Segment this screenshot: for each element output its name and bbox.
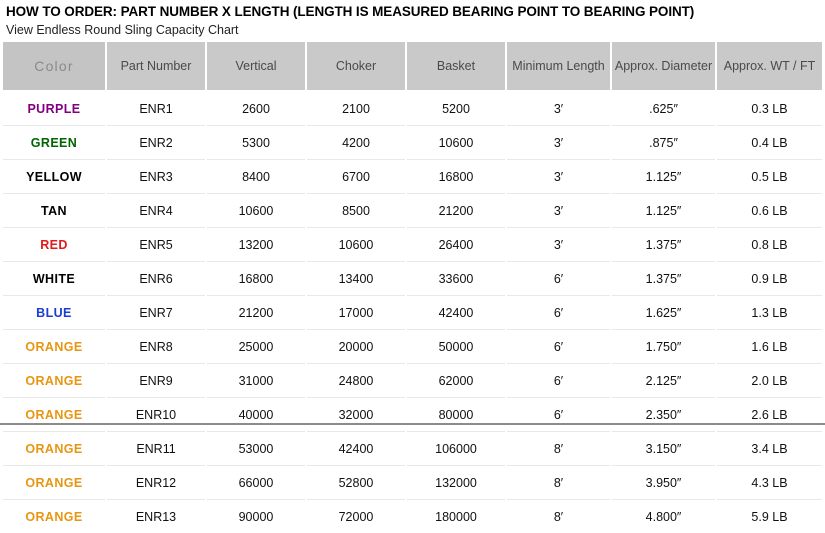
- cell-vertical: 40000: [206, 398, 306, 432]
- cell-approx-diameter: 4.800″: [611, 500, 716, 533]
- cell-minimum-length: 6′: [506, 398, 611, 432]
- cell-part-number: ENR6: [106, 262, 206, 296]
- column-header-minimum-length: Minimum Length: [506, 42, 611, 91]
- cell-basket: 42400: [406, 296, 506, 330]
- cell-choker: 24800: [306, 364, 406, 398]
- page-title: HOW TO ORDER: PART NUMBER X LENGTH (LENGTH IS MEASURED BEARING POINT TO BEARING POINT): [0, 0, 825, 19]
- cell-minimum-length: 3′: [506, 228, 611, 262]
- cell-color: TAN: [3, 194, 106, 228]
- cell-choker: 52800: [306, 466, 406, 500]
- cell-minimum-length: 6′: [506, 330, 611, 364]
- cell-part-number: ENR3: [106, 160, 206, 194]
- cell-approx-weight: 4.3 LB: [716, 466, 822, 500]
- column-header-color: Color: [3, 42, 106, 91]
- cell-approx-weight: 5.9 LB: [716, 500, 822, 533]
- cell-basket: 21200: [406, 194, 506, 228]
- cell-basket: 26400: [406, 228, 506, 262]
- column-header-basket: Basket: [406, 42, 506, 91]
- cell-part-number: ENR12: [106, 466, 206, 500]
- cell-approx-weight: 2.0 LB: [716, 364, 822, 398]
- cell-approx-weight: 0.6 LB: [716, 194, 822, 228]
- cell-color: ORANGE: [3, 364, 106, 398]
- cell-choker: 2100: [306, 91, 406, 126]
- table-row: [3, 466, 822, 500]
- cell-approx-weight: 0.4 LB: [716, 126, 822, 160]
- cell-part-number: ENR9: [106, 364, 206, 398]
- cell-approx-weight: 3.4 LB: [716, 432, 822, 466]
- cell-vertical: 31000: [206, 364, 306, 398]
- cell-choker: 42400: [306, 432, 406, 466]
- table-row: [3, 194, 822, 228]
- cell-minimum-length: 3′: [506, 126, 611, 160]
- cell-part-number: ENR5: [106, 228, 206, 262]
- cell-approx-diameter: 2.125″: [611, 364, 716, 398]
- cell-approx-weight: 1.6 LB: [716, 330, 822, 364]
- cell-vertical: 90000: [206, 500, 306, 533]
- cell-minimum-length: 3′: [506, 91, 611, 126]
- cell-approx-weight: 0.8 LB: [716, 228, 822, 262]
- column-header-approx-diameter: Approx. Diameter: [611, 42, 716, 91]
- cell-part-number: ENR10: [106, 398, 206, 432]
- cell-approx-weight: 2.6 LB: [716, 398, 822, 432]
- cell-approx-diameter: 1.750″: [611, 330, 716, 364]
- cell-color: GREEN: [3, 126, 106, 160]
- cell-vertical: 16800: [206, 262, 306, 296]
- cell-vertical: 10600: [206, 194, 306, 228]
- cell-minimum-length: 6′: [506, 262, 611, 296]
- cell-color: ORANGE: [3, 500, 106, 533]
- cell-approx-diameter: .625″: [611, 91, 716, 126]
- table-row: [3, 364, 822, 398]
- cell-choker: 17000: [306, 296, 406, 330]
- cell-minimum-length: 3′: [506, 194, 611, 228]
- cell-color: ORANGE: [3, 432, 106, 466]
- table-row: [3, 126, 822, 160]
- cell-approx-weight: 0.3 LB: [716, 91, 822, 126]
- cell-minimum-length: 6′: [506, 296, 611, 330]
- cell-color: YELLOW: [3, 160, 106, 194]
- column-header-part-number: Part Number: [106, 42, 206, 91]
- cell-part-number: ENR13: [106, 500, 206, 533]
- column-header-approx-weight: Approx. WT / FT: [716, 42, 822, 91]
- cell-part-number: ENR1: [106, 91, 206, 126]
- cell-approx-diameter: 3.950″: [611, 466, 716, 500]
- cell-approx-diameter: 1.375″: [611, 228, 716, 262]
- chart-link[interactable]: View Endless Round Sling Capacity Chart: [0, 19, 825, 42]
- cell-minimum-length: 8′: [506, 432, 611, 466]
- column-header-choker: Choker: [306, 42, 406, 91]
- cell-basket: 33600: [406, 262, 506, 296]
- cell-part-number: ENR4: [106, 194, 206, 228]
- cell-part-number: ENR7: [106, 296, 206, 330]
- cell-minimum-length: 3′: [506, 160, 611, 194]
- cell-approx-diameter: 3.150″: [611, 432, 716, 466]
- cell-part-number: ENR11: [106, 432, 206, 466]
- cell-basket: 80000: [406, 398, 506, 432]
- cell-approx-diameter: 2.350″: [611, 398, 716, 432]
- cell-color: ORANGE: [3, 466, 106, 500]
- cell-color: ORANGE: [3, 398, 106, 432]
- cell-vertical: 13200: [206, 228, 306, 262]
- table-body: [3, 91, 822, 533]
- cell-minimum-length: 8′: [506, 500, 611, 533]
- cell-basket: 62000: [406, 364, 506, 398]
- cell-basket: 50000: [406, 330, 506, 364]
- round-sling-capacity-table: [3, 42, 822, 533]
- cell-vertical: 2600: [206, 91, 306, 126]
- cell-color: WHITE: [3, 262, 106, 296]
- column-header-vertical: Vertical: [206, 42, 306, 91]
- table-row: [3, 432, 822, 466]
- table-row: [3, 296, 822, 330]
- cell-approx-diameter: .875″: [611, 126, 716, 160]
- cell-choker: 20000: [306, 330, 406, 364]
- cell-choker: 32000: [306, 398, 406, 432]
- table-row: [3, 91, 822, 126]
- cell-basket: 132000: [406, 466, 506, 500]
- cell-basket: 10600: [406, 126, 506, 160]
- cell-vertical: 5300: [206, 126, 306, 160]
- cell-color: RED: [3, 228, 106, 262]
- cell-vertical: 21200: [206, 296, 306, 330]
- table-row: [3, 228, 822, 262]
- cell-choker: 4200: [306, 126, 406, 160]
- cell-choker: 10600: [306, 228, 406, 262]
- cell-approx-diameter: 1.625″: [611, 296, 716, 330]
- cell-approx-diameter: 1.375″: [611, 262, 716, 296]
- cell-approx-weight: 0.5 LB: [716, 160, 822, 194]
- cell-vertical: 25000: [206, 330, 306, 364]
- cell-color: PURPLE: [3, 91, 106, 126]
- cell-minimum-length: 8′: [506, 466, 611, 500]
- cell-choker: 13400: [306, 262, 406, 296]
- cell-approx-diameter: 1.125″: [611, 194, 716, 228]
- table-header-row: [3, 42, 822, 91]
- table-row: [3, 398, 822, 432]
- cell-choker: 8500: [306, 194, 406, 228]
- cell-basket: 180000: [406, 500, 506, 533]
- cell-approx-weight: 0.9 LB: [716, 262, 822, 296]
- cell-vertical: 53000: [206, 432, 306, 466]
- cell-part-number: ENR8: [106, 330, 206, 364]
- table-row: [3, 160, 822, 194]
- table-row: [3, 330, 822, 364]
- cell-color: ORANGE: [3, 330, 106, 364]
- cell-choker: 6700: [306, 160, 406, 194]
- cell-vertical: 66000: [206, 466, 306, 500]
- cell-basket: 16800: [406, 160, 506, 194]
- cell-vertical: 8400: [206, 160, 306, 194]
- cell-basket: 5200: [406, 91, 506, 126]
- cell-part-number: ENR2: [106, 126, 206, 160]
- cell-approx-diameter: 1.125″: [611, 160, 716, 194]
- cell-minimum-length: 6′: [506, 364, 611, 398]
- cell-basket: 106000: [406, 432, 506, 466]
- table-row: [3, 500, 822, 533]
- cell-color: BLUE: [3, 296, 106, 330]
- cell-choker: 72000: [306, 500, 406, 533]
- table-row: [3, 262, 822, 296]
- cell-approx-weight: 1.3 LB: [716, 296, 822, 330]
